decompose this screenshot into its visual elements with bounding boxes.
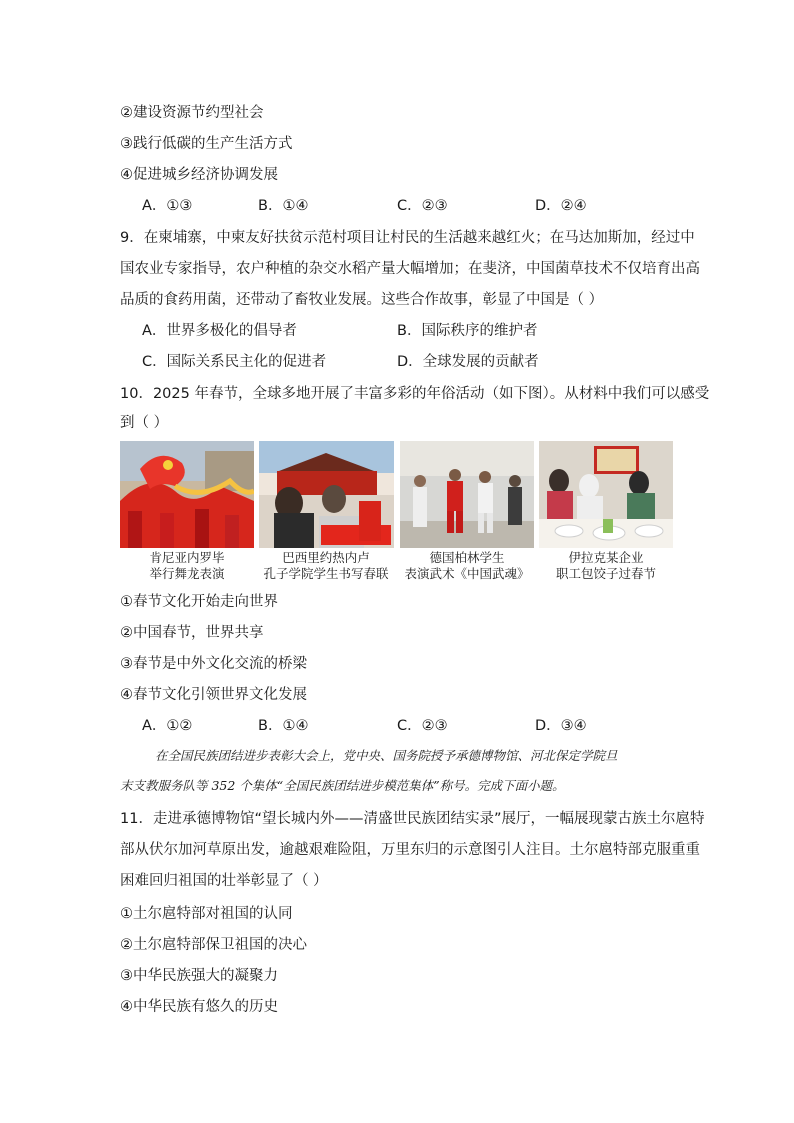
- option-c: C．②③: [397, 718, 448, 734]
- reading-intro: 在全国民族团结进步表彰大会上，党中央、国务院授予承德博物馆、河北保定学院旦: [155, 748, 618, 763]
- question-text: 国农业专家指导，农户种植的杂交水稻产量大幅增加；在斐济，中国菌草技术不仅培育出高: [120, 261, 700, 277]
- question-text: 品质的食药用菌，还带动了畜牧业发展。这些合作故事，彰显了中国是（ ）: [120, 292, 604, 308]
- question-text: 困难回归祖国的壮举彰显了（ ）: [120, 873, 328, 889]
- caption-line: 肯尼亚内罗毕: [149, 550, 225, 565]
- photo-caption: [398, 550, 536, 582]
- caption-line: 巴西里约热内卢: [282, 550, 370, 565]
- option-d: D．②④: [535, 198, 587, 214]
- question-text: 11．走进承德博物馆“望长城内外——清盛世民族团结实录”展厅，一幅展现蒙古族土尔扈特: [120, 811, 705, 827]
- question-text: 9．在柬埔寨，中柬友好扶贫示范村项目让村民的生活越来越红火；在马达加斯加，经过中: [120, 230, 695, 246]
- list-item: ①土尔扈特部对祖国的认同: [120, 906, 293, 922]
- option-d: D．全球发展的贡献者: [397, 354, 539, 370]
- list-item: ④中华民族有悠久的历史: [120, 999, 278, 1015]
- caption-line: 伊拉克某企业: [568, 550, 644, 565]
- option-c: C．国际关系民主化的促进者: [142, 354, 327, 370]
- caption-line: 举行舞龙表演: [149, 566, 225, 581]
- option-a: A．①②: [142, 718, 193, 734]
- photo-caption: [118, 550, 256, 582]
- list-item: ④促进城乡经济协调发展: [120, 167, 278, 183]
- list-item: ②中国春节，世界共享: [120, 625, 264, 641]
- caption-line: 职工包饺子过春节: [555, 566, 656, 581]
- question-text: 到（ ）: [120, 415, 169, 431]
- question-text: 部从伏尔加河草原出发，逾越艰难险阻，万里东归的示意图引人注目。土尔扈特部克服重重: [120, 842, 700, 858]
- dragon-dance-photo: [120, 441, 254, 548]
- martial-arts-photo: [400, 441, 534, 548]
- reading-intro: 末支教服务队等 352 个集体“全国民族团结进步模范集体”称号。完成下面小题。: [120, 778, 565, 793]
- dumpling-photo: [539, 441, 673, 548]
- list-item: ③践行低碳的生产生活方式: [120, 136, 293, 152]
- option-b: B．①④: [258, 198, 309, 214]
- caption-line: 德国柏林学生: [429, 550, 505, 565]
- caption-line: 表演武术《中国武魂》: [404, 566, 530, 581]
- option-a: A．①③: [142, 198, 193, 214]
- list-item: ③春节是中外文化交流的桥梁: [120, 656, 307, 672]
- caption-line: 孔子学院学生书写春联: [263, 566, 389, 581]
- couplet-writing-photo: [259, 441, 394, 548]
- option-a: A．世界多极化的倡导者: [142, 323, 297, 339]
- list-item: ②土尔扈特部保卫祖国的决心: [120, 937, 307, 953]
- option-b: B．国际秩序的维护者: [397, 323, 538, 339]
- option-d: D．③④: [535, 718, 587, 734]
- photo-caption: [257, 550, 395, 582]
- list-item: ①春节文化开始走向世界: [120, 594, 278, 610]
- photo-caption: [537, 550, 675, 582]
- list-item: ④春节文化引领世界文化发展: [120, 687, 307, 703]
- list-item: ③中华民族强大的凝聚力: [120, 968, 278, 984]
- option-b: B．①④: [258, 718, 309, 734]
- option-c: C．②③: [397, 198, 448, 214]
- list-item: ②建设资源节约型社会: [120, 105, 264, 121]
- question-text: 10．2025 年春节，全球多地开展了丰富多彩的年俗活动（如下图）。从材料中我们可以感受: [120, 386, 710, 402]
